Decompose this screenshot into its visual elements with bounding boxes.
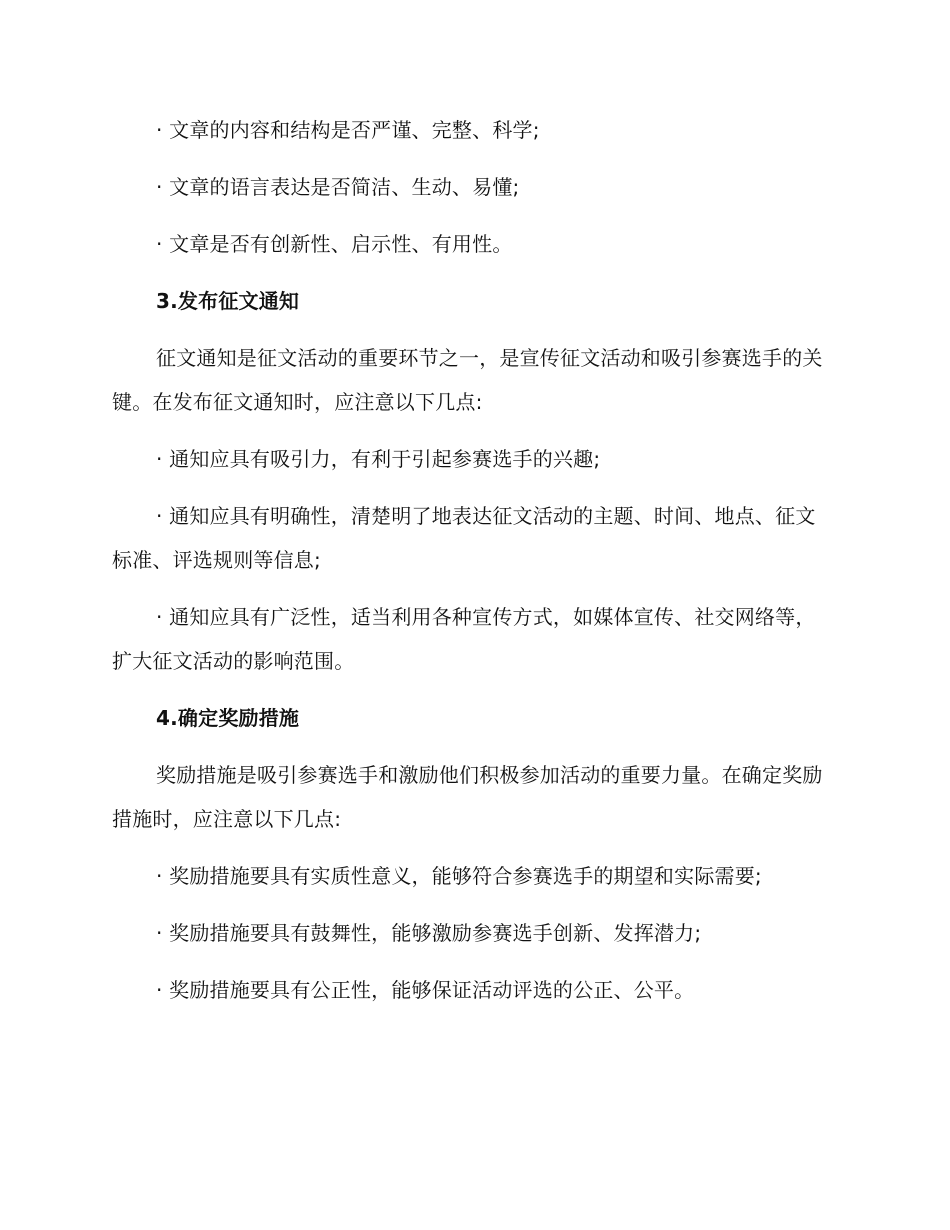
- bullet-item: · 奖励措施要具有鼓舞性，能够激励参赛选手创新、发挥潜力;: [156, 921, 702, 945]
- section-heading: 3.发布征文通知: [156, 289, 300, 313]
- bullet-item: · 通知应具有广泛性，适当利用各种宣传方式，如媒体宣传、社交网络等，扩大征文活动的影响范围。: [112, 605, 816, 673]
- bullet-item: · 文章的语言表达是否简洁、生动、易懂;: [156, 175, 520, 199]
- bullet-item: · 奖励措施要具有公正性，能够保证活动评选的公正、公平。: [156, 978, 695, 1002]
- bullet-item: · 文章是否有创新性、启示性、有用性。: [156, 232, 513, 256]
- bullet-item: · 通知应具有明确性，清楚明了地表达征文活动的主题、时间、地点、征文标准、评选规则等信息;: [112, 504, 816, 572]
- bullet-item: · 文章的内容和结构是否严谨、完整、科学;: [156, 118, 540, 142]
- body-paragraph: 征文通知是征文活动的重要环节之一，是宣传征文活动和吸引参赛选手的关键。在发布征文通知时，应注意以下几点:: [112, 346, 823, 414]
- document-body: [112, 108, 834, 1025]
- bullet-item: · 通知应具有吸引力，有利于引起参赛选手的兴趣;: [156, 447, 601, 471]
- body-paragraph: 奖励措施是吸引参赛选手和激励他们积极参加活动的重要力量。在确定奖励措施时，应注意以下几点:: [112, 763, 823, 831]
- bullet-item: · 奖励措施要具有实质性意义，能够符合参赛选手的期望和实际需要;: [156, 864, 762, 888]
- section-heading: 4.确定奖励措施: [156, 706, 300, 730]
